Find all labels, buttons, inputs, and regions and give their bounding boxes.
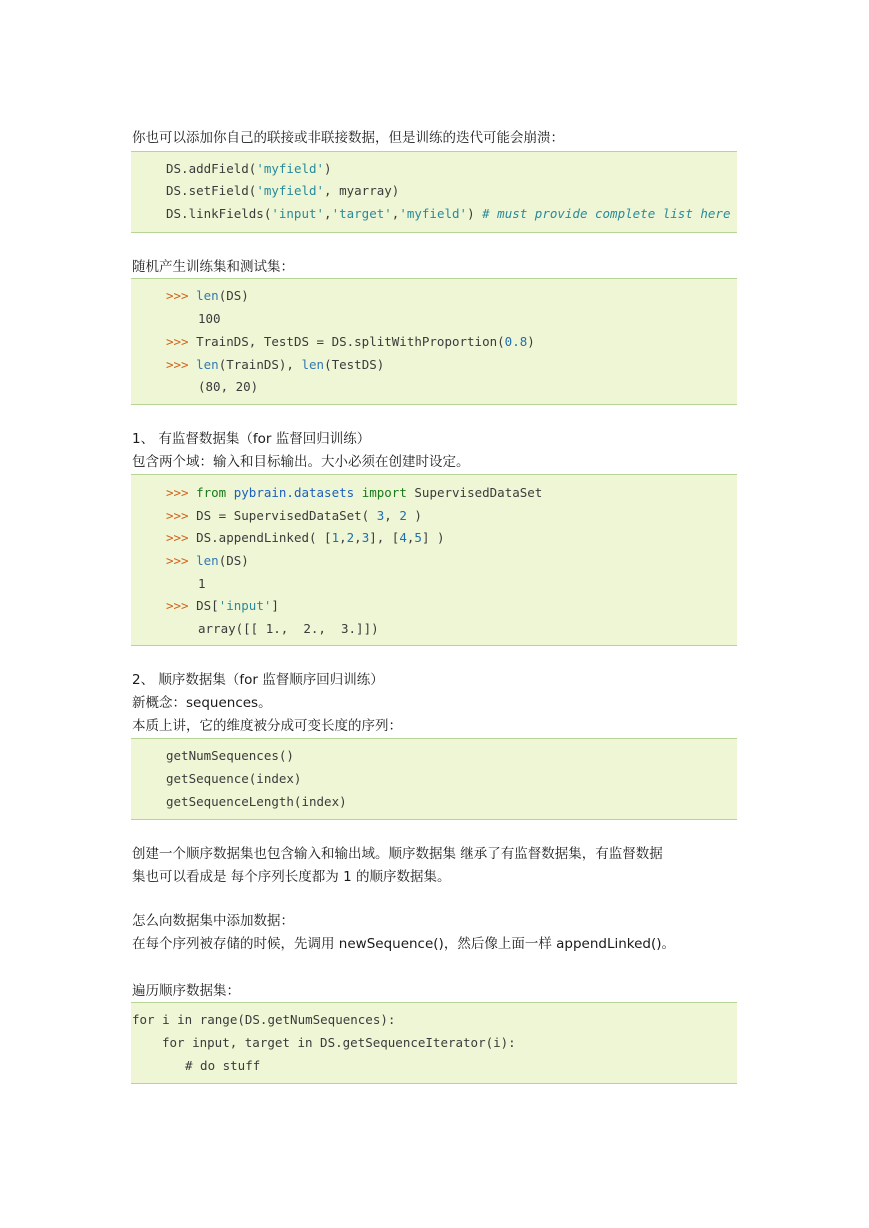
code-block-split: [131, 278, 737, 405]
code-block-sequence-methods: [131, 738, 737, 820]
code-comment: # must provide complete list here: [482, 206, 731, 221]
sequential-concept: 新概念：sequences。: [132, 695, 272, 711]
code-line: for i in range(DS.getNumSequences):: [132, 1012, 396, 1027]
prompt-marker: >>>: [166, 357, 189, 372]
code-block-supervised: [131, 474, 737, 646]
prompt-marker: >>>: [166, 598, 189, 613]
sequential-desc: 本质上讲，它的维度被分成可变长度的序列：: [132, 718, 402, 734]
code-output: 1: [198, 576, 206, 591]
code-block-iterate: [131, 1002, 737, 1084]
split-intro: 随机产生训练集和测试集：: [132, 259, 294, 275]
add-data-answer: 在每个序列被存储的时候，先调用 newSequence()，然后像上面一样 appendLinked()。: [132, 936, 676, 952]
sequential-title: 2、 顺序数据集（for 监督顺序回归训练）: [132, 672, 384, 688]
prompt-marker: >>>: [166, 530, 189, 545]
code-output: (80, 20): [198, 379, 259, 394]
iterate-intro: 遍历顺序数据集：: [132, 983, 240, 999]
code-line: getSequence(index): [166, 771, 302, 786]
prompt-marker: >>>: [166, 553, 189, 568]
code-line: >>> DS['input']: [166, 598, 279, 613]
prompt-marker: >>>: [166, 508, 189, 523]
code-line: >>> from pybrain.datasets import SupervisedDataSet: [166, 485, 543, 500]
prompt-marker: >>>: [166, 288, 189, 303]
code-line: DS.setField('myfield', myarray): [166, 183, 400, 198]
code-line: getNumSequences(): [166, 748, 294, 763]
code-line: DS.linkFields('input','target','myfield') # must provide complete list here: [166, 206, 731, 221]
code-line: >>> len(TrainDS), len(TestDS): [166, 357, 385, 372]
code-line: >>> DS.appendLinked( [1,2,3], [4,5] ): [166, 530, 445, 545]
code-line: # do stuff: [185, 1058, 261, 1073]
code-line: getSequenceLength(index): [166, 794, 347, 809]
supervised-title: 1、 有监督数据集（for 监督回归训练）: [132, 431, 371, 447]
sequential-paragraph-line2: 集也可以看成是 每个序列长度都为 1 的顺序数据集。: [132, 869, 451, 885]
code-output: 100: [198, 311, 221, 326]
code-line: >>> len(DS): [166, 553, 249, 568]
code-line: for input, target in DS.getSequenceIterator(i):: [162, 1035, 516, 1050]
add-data-question: 怎么向数据集中添加数据：: [132, 913, 294, 929]
add-field-intro: 你也可以添加你自己的联接或非联接数据，但是训练的迭代可能会崩溃：: [132, 130, 564, 146]
sequential-paragraph-line1: 创建一个顺序数据集也包含输入和输出域。顺序数据集 继承了有监督数据集，有监督数据: [132, 846, 663, 862]
supervised-desc: 包含两个域：输入和目标输出。大小必须在创建时设定。: [132, 454, 470, 470]
code-line: >>> len(DS): [166, 288, 249, 303]
code-line: DS.addField('myfield'): [166, 161, 332, 176]
prompt-marker: >>>: [166, 334, 189, 349]
code-block-add-field: [131, 151, 737, 233]
code-line: >>> DS = SupervisedDataSet( 3, 2 ): [166, 508, 422, 523]
code-output: array([[ 1., 2., 3.]]): [198, 621, 379, 636]
code-line: >>> TrainDS, TestDS = DS.splitWithProportion(0.8): [166, 334, 535, 349]
prompt-marker: >>>: [166, 485, 189, 500]
